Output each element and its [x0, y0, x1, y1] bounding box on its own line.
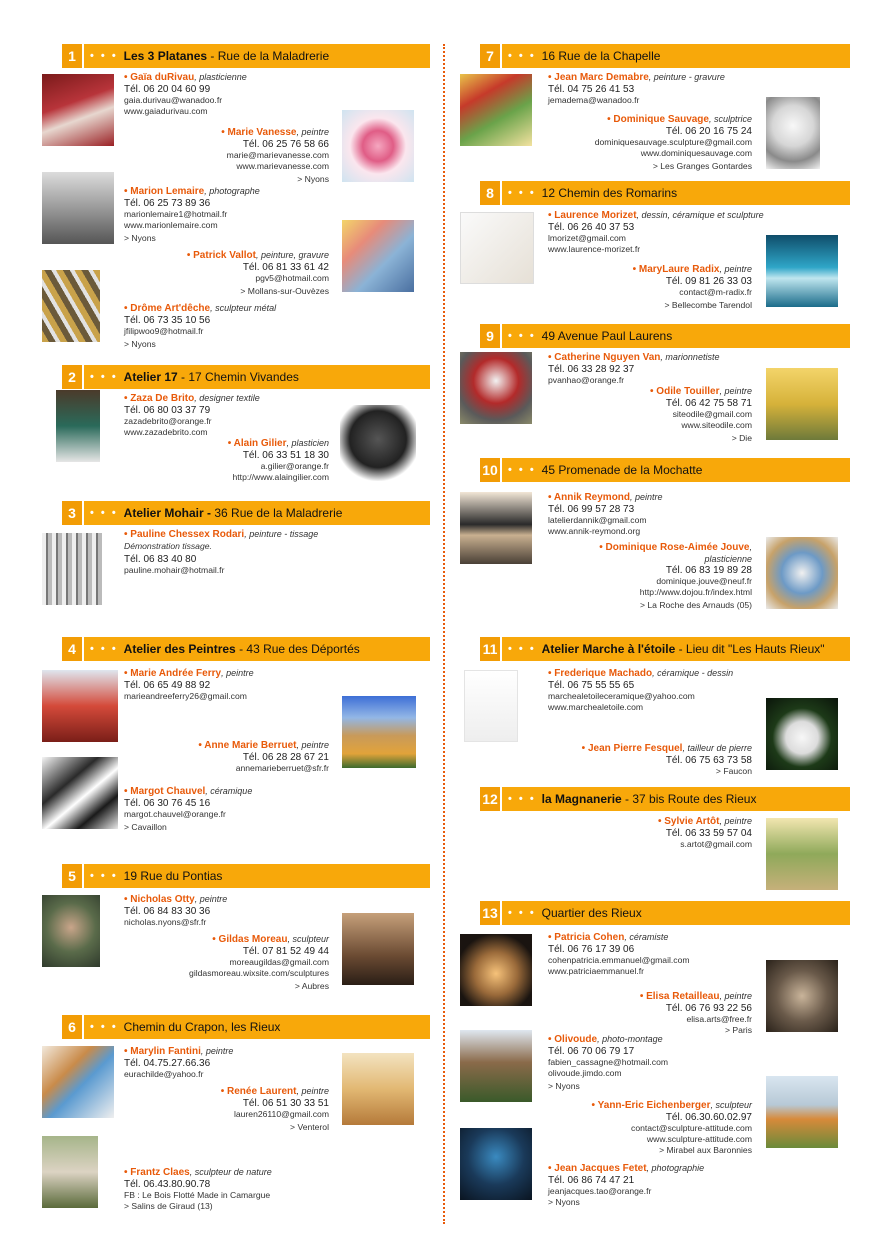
artist-name: • Marie Andrée Ferry: [124, 668, 222, 679]
artist-email[interactable]: contact@m-radix.fr: [679, 287, 752, 297]
artist-phone: Tél. 06 25 73 89 36: [124, 198, 211, 209]
artist-phone: Tél. 06 26 40 37 53: [548, 222, 635, 233]
artwork-image: [56, 390, 100, 462]
artist-name: • Margot Chauvel: [124, 786, 206, 797]
artist-entry: [640, 991, 752, 1036]
artist-name: • Jean Marc Demabre: [548, 72, 649, 83]
artist-entry: [124, 1046, 233, 1080]
artist-email[interactable]: dominiquesauvage.sculpture@gmail.com: [594, 137, 752, 147]
artist-phone: Tél. 06 86 74 47 21: [548, 1175, 635, 1186]
artist-phone: Tél. 06 30 76 45 16: [124, 798, 211, 809]
artist-phone: Tél. 06 51 30 33 51: [242, 1098, 329, 1109]
artist-name: • Marion Lemaire: [124, 186, 205, 197]
artwork-image: [766, 368, 838, 440]
section-header-3: [62, 501, 430, 525]
artist-phone: Tél. 06 42 75 58 71: [665, 398, 752, 409]
artist-phone: Tél. 06 25 76 58 66: [242, 139, 329, 150]
artist-phone: Tél. 06 20 16 75 24: [665, 126, 752, 137]
artist-name: • Sylvie Artôt: [657, 816, 720, 827]
artist-phone: Tél. 06 33 28 92 37: [548, 364, 635, 375]
section-header-6: [62, 1015, 430, 1039]
artist-role: , peintre: [719, 816, 752, 826]
artwork-image: [460, 1128, 532, 1200]
artist-email[interactable]: cohenpatricia.emmanuel@gmail.com: [548, 955, 690, 965]
artist-email[interactable]: zazadebrito@orange.fr: [124, 416, 212, 426]
artist-entry: [650, 386, 752, 444]
artist-role: , sculpteur: [710, 1100, 752, 1110]
artist-location: > Die: [731, 433, 752, 443]
section-number: 5: [62, 864, 84, 888]
artist-email[interactable]: lmorizet@gmail.com: [548, 233, 626, 243]
section-number: 9: [480, 324, 502, 348]
artist-email[interactable]: eurachilde@yahoo.fr: [124, 1069, 204, 1079]
artist-website[interactable]: www.patriciaemmanuel.fr: [548, 966, 644, 976]
artist-entry: [548, 352, 719, 386]
artist-location: > Mirabel aux Baronnies: [659, 1145, 752, 1155]
artist-location: > Faucon: [715, 766, 752, 776]
artist-website[interactable]: www.zazadebrito.com: [124, 427, 208, 437]
artist-phone: Tél. 06 20 04 60 99: [124, 84, 211, 95]
artwork-image: [766, 97, 820, 169]
artist-email[interactable]: moreaugildas@gmail.com: [229, 957, 329, 967]
artist-entry: [124, 393, 260, 438]
artist-email[interactable]: dominique.jouve@neuf.fr: [656, 576, 752, 586]
section-title: Atelier des Peintres - 43 Rue des Déportés: [123, 642, 360, 656]
artwork-image: [460, 492, 532, 564]
artist-name: • Pauline Chessex Rodari: [124, 529, 245, 540]
artist-phone: Tél. 06 80 03 37 79: [124, 405, 211, 416]
section-dots: • • •: [508, 907, 536, 919]
section-dots: • • •: [90, 50, 118, 62]
artist-email[interactable]: elisa.arts@free.fr: [686, 1014, 752, 1024]
artwork-image: [464, 670, 518, 742]
artist-entry: [548, 1034, 668, 1092]
artist-name: • Jean Jacques Fetet: [548, 1163, 647, 1174]
artist-role: , peintre: [296, 127, 329, 137]
artist-role: , céramique: [205, 786, 253, 796]
artist-role: , céramiste: [624, 932, 669, 942]
section-number: 6: [62, 1015, 84, 1039]
artist-role: , peintre: [719, 991, 752, 1001]
artist-name: • Marylin Fantini: [124, 1046, 201, 1057]
artist-location: > Les Granges Gontardes: [652, 161, 752, 171]
artwork-image: [766, 537, 838, 609]
artist-entry: [124, 186, 260, 244]
section-title: Atelier Marche à l'étoile - Lieu dit "Les Hauts Rieux": [541, 642, 825, 656]
artist-location: > Aubres: [294, 981, 329, 991]
artist-entry: [548, 1163, 704, 1208]
artist-phone: Tél. 06 81 33 61 42: [242, 262, 329, 273]
section-dots: • • •: [90, 1021, 118, 1033]
artist-name: • Drôme Art'dêche: [124, 303, 211, 314]
artwork-image: [766, 960, 838, 1032]
artist-location: > Nyons: [548, 1081, 580, 1091]
artist-phone: Tél. 06 33 59 57 04: [665, 828, 752, 839]
artist-entry: [124, 303, 276, 350]
artist-name: • Gildas Moreau: [212, 934, 288, 945]
artwork-image: [766, 235, 838, 307]
artist-email[interactable]: jfilipwoo9@hotmail.fr: [124, 326, 204, 336]
artist-email[interactable]: nicholas.nyons@sfr.fr: [124, 917, 207, 927]
artist-name: • Yann-Eric Eichenberger: [591, 1100, 711, 1111]
artist-phone: Tél. 06 28 28 67 21: [242, 752, 329, 763]
artist-name: • Laurence Morizet: [548, 210, 637, 221]
artist-name: • Renée Laurent: [220, 1086, 297, 1097]
artist-email[interactable]: pauline.mohair@hotmail.fr: [124, 565, 225, 575]
artwork-image: [42, 895, 100, 967]
column-divider: [443, 44, 445, 1224]
section-number: 11: [480, 637, 502, 661]
section-header-13: [480, 901, 850, 925]
artist-email[interactable]: gaia.durivau@wanadoo.fr: [124, 95, 223, 105]
section-header-5: [62, 864, 430, 888]
artist-phone: Tél. 06 33 51 18 30: [242, 450, 329, 461]
artist-location: > Salins de Giraud (13): [124, 1201, 213, 1211]
artist-location: > Paris: [725, 1025, 752, 1035]
artist-email[interactable]: marionlemaire1@hotmail.fr: [124, 209, 228, 219]
artist-name: • Odile Touiller: [650, 386, 720, 397]
artist-email[interactable]: marieandreeferry26@gmail.com: [124, 691, 247, 701]
section-dots: • • •: [508, 330, 536, 342]
artwork-image: [340, 405, 416, 481]
artist-phone: Tél. 06 65 49 88 92: [124, 680, 211, 691]
artwork-image: [460, 74, 532, 146]
artist-email[interactable]: s.artot@gmail.com: [680, 839, 752, 849]
section-number: 12: [480, 787, 502, 811]
artist-name: • Dominique Rose-Aimée Jouve: [599, 542, 750, 553]
artist-entry: [595, 114, 752, 172]
artist-role: , peintre: [200, 1046, 234, 1056]
artist-website[interactable]: www.laurence-morizet.fr: [548, 244, 641, 254]
artwork-image: [766, 818, 838, 890]
artist-website[interactable]: olivoude.jimdo.com: [548, 1068, 622, 1078]
artist-phone: Tél. 07 81 52 49 44: [242, 946, 329, 957]
artist-email[interactable]: annemarieberruet@sfr.fr: [235, 763, 329, 773]
artist-location: > Mollans-sur-Ouvèzes: [240, 286, 329, 296]
artwork-image: [42, 172, 114, 244]
artist-role: , peintre: [719, 386, 752, 396]
artist-phone: Tél. 06 73 35 10 56: [124, 315, 211, 326]
section-dots: • • •: [508, 50, 536, 62]
artist-website[interactable]: www.annik-reymond.org: [548, 526, 641, 536]
section-title: 49 Avenue Paul Laurens: [541, 329, 673, 343]
artist-role: , sculptrice: [708, 114, 752, 124]
artist-role: , plasticienne: [194, 72, 247, 82]
artist-entry: [548, 668, 733, 713]
artist-name: • Frantz Claes: [124, 1167, 190, 1178]
section-header-2: [62, 365, 430, 389]
section-title: la Magnanerie - 37 bis Route des Rieux: [541, 792, 757, 806]
artist-entry: [582, 743, 752, 777]
section-number: 7: [480, 44, 502, 68]
artist-email[interactable]: pgv5@hotmail.com: [255, 273, 329, 283]
section-title: Quartier des Rieux: [541, 906, 642, 920]
artwork-image: [460, 212, 534, 284]
artist-phone: Tél. 06 76 93 22 56: [665, 1003, 752, 1014]
section-dots: • • •: [90, 507, 118, 519]
artist-location: > Bellecombe Tarendol: [664, 300, 752, 310]
section-header-4: [62, 637, 430, 661]
artist-role: , plasticien: [286, 438, 329, 448]
artwork-image: [342, 913, 414, 985]
artist-entry: [548, 932, 690, 977]
artwork-image: [460, 352, 532, 424]
artist-name: • Zaza De Brito: [124, 393, 195, 404]
section-title: Atelier 17 - 17 Chemin Vivandes: [123, 370, 299, 384]
artist-name: • Catherine Nguyen Van: [548, 352, 661, 363]
artwork-image: [42, 1046, 114, 1118]
artist-entry: [187, 250, 329, 297]
artist-role: , céramique - dessin: [652, 668, 734, 678]
artist-website[interactable]: www.marchealetoile.com: [548, 702, 644, 712]
artist-email[interactable]: a.gilier@orange.fr: [260, 461, 329, 471]
artist-role: , peintre: [296, 740, 329, 750]
artist-entry: [228, 438, 329, 483]
artist-email[interactable]: fabien_cassagne@hotmail.com: [548, 1057, 669, 1067]
artist-website[interactable]: www.marionlemaire.com: [124, 220, 218, 230]
artist-location: > Venterol: [290, 1122, 329, 1132]
section-title: 45 Promenade de la Mochatte: [541, 463, 703, 477]
artist-entry: [198, 740, 329, 774]
artist-role: plasticienne: [704, 554, 752, 564]
artwork-image: [766, 698, 838, 770]
section-dots: • • •: [508, 793, 536, 805]
section-title: Atelier Mohair - 36 Rue de la Maladrerie: [123, 506, 343, 520]
section-title: 19 Rue du Pontias: [123, 869, 223, 883]
section-header-10: [480, 458, 850, 482]
artist-role: , peinture, gravure: [255, 250, 329, 260]
artwork-image: [42, 74, 114, 146]
artist-email[interactable]: jeanjacques.tao@orange.fr: [548, 1186, 652, 1196]
artist-name: • Dominique Sauvage: [607, 114, 709, 125]
artwork-image: [460, 934, 532, 1006]
artist-entry: [124, 72, 247, 117]
artwork-image: [342, 696, 416, 768]
artist-website[interactable]: www.marievanesse.com: [236, 161, 329, 171]
section-header-11: [480, 637, 850, 661]
section-number: 1: [62, 44, 84, 68]
section-title: Chemin du Crapon, les Rieux: [123, 1020, 281, 1034]
artist-phone: Tél. 09 81 26 33 03: [665, 276, 752, 287]
artist-entry: [124, 786, 252, 833]
artist-role: , photographie: [646, 1163, 705, 1173]
artist-phone: Tél. 06 99 57 28 73: [548, 504, 635, 515]
artist-phone: Tél. 06 83 40 80: [124, 554, 197, 565]
artist-entry: [221, 1086, 329, 1133]
artist-entry: [599, 542, 752, 611]
artist-name: • Olivoude: [548, 1034, 598, 1045]
section-dots: • • •: [508, 643, 536, 655]
artist-entry: [658, 816, 752, 850]
artist-location: > Nyons: [124, 233, 156, 243]
artist-entry: [548, 210, 764, 255]
section-dots: • • •: [90, 643, 118, 655]
artist-email[interactable]: siteodile@gmail.com: [672, 409, 752, 419]
artist-role: , tailleur de pierre: [682, 743, 752, 753]
section-header-1: [62, 44, 430, 68]
artist-role: , peintre: [194, 894, 228, 904]
artist-name: • Alain Gilier: [227, 438, 287, 449]
artwork-image: [342, 1053, 414, 1125]
artwork-image: [42, 270, 100, 342]
artist-entry: [124, 1167, 272, 1212]
artist-email[interactable]: margot.chauvel@orange.fr: [124, 809, 226, 819]
artwork-image: [42, 670, 118, 742]
artist-phone: Tél. 06 70 06 79 17: [548, 1046, 635, 1057]
artist-entry: [633, 264, 752, 311]
artist-phone: Tél. 06 75 63 73 58: [665, 755, 752, 766]
artist-email[interactable]: lauren26110@gmail.com: [233, 1109, 329, 1119]
artist-role: , peinture - tissage: [244, 529, 319, 539]
artist-role: , designer textile: [194, 393, 260, 403]
section-header-7: [480, 44, 850, 68]
artist-phone: Tél. 06.30.60.02.97: [665, 1112, 752, 1123]
artist-role: ,: [749, 542, 752, 552]
artist-location: > Nyons: [297, 174, 329, 184]
artist-email: FB : Le Bois Flotté Made in Camargue: [124, 1190, 271, 1200]
artist-entry: [189, 934, 329, 992]
artist-email[interactable]: jemadema@wanadoo.fr: [548, 95, 640, 105]
section-number: 10: [480, 458, 502, 482]
artist-entry: [592, 1100, 752, 1156]
section-header-8: [480, 181, 850, 205]
artist-location: > Nyons: [124, 339, 156, 349]
section-number: 3: [62, 501, 84, 525]
artwork-image: [342, 220, 414, 292]
artist-name: • Frederique Machado: [548, 668, 653, 679]
artist-phone: Tél. 06 75 55 55 65: [548, 680, 635, 691]
artist-name: • MaryLaure Radix: [632, 264, 720, 275]
artist-phone: Tél. 06 76 17 39 06: [548, 944, 635, 955]
artist-phone: Tél. 04.75.27.66.36: [124, 1058, 211, 1069]
artist-role: , sculpteur de nature: [189, 1167, 272, 1177]
artist-website[interactable]: www.dominiquesauvage.com: [640, 148, 752, 158]
section-dots: • • •: [90, 371, 118, 383]
artist-name: • Patricia Cohen: [548, 932, 625, 943]
artist-role: , marionnetiste: [660, 352, 720, 362]
artist-name: • Elisa Retailleau: [639, 991, 720, 1002]
artist-entry: [548, 492, 663, 537]
section-dots: • • •: [508, 464, 536, 476]
artist-name: • Patrick Vallot: [186, 250, 256, 261]
artist-entry: [221, 127, 329, 185]
artwork-image: [42, 757, 118, 829]
artist-note: Démonstration tissage.: [124, 541, 212, 551]
artist-name: • Gaïa duRivau: [124, 72, 195, 83]
artist-website[interactable]: www.sculpture-attitude.com: [646, 1134, 752, 1144]
artist-email[interactable]: contact@sculpture-attitude.com: [631, 1123, 752, 1133]
artist-name: • Annik Reymond: [548, 492, 631, 503]
artwork-image: [42, 1136, 98, 1208]
artist-website[interactable]: gildasmoreau.wixsite.com/sculptures: [189, 968, 329, 978]
artist-role: , sculpteur métal: [210, 303, 277, 313]
artist-phone: Tél. 06 83 19 89 28: [665, 565, 752, 576]
artwork-image: [460, 1030, 532, 1102]
section-dots: • • •: [90, 870, 118, 882]
artwork-image: [766, 1076, 838, 1148]
artist-website[interactable]: http://www.dojou.fr/index.html: [639, 587, 752, 597]
artist-phone: Tél. 06 84 83 30 36: [124, 906, 211, 917]
artist-role: , sculpteur: [287, 934, 329, 944]
artist-location: > Nyons: [548, 1197, 580, 1207]
section-number: 13: [480, 901, 502, 925]
artist-role: , photo-montage: [597, 1034, 663, 1044]
section-header-12: [480, 787, 850, 811]
artist-website[interactable]: http://www.alaingilier.com: [232, 472, 329, 482]
section-title: Les 3 Platanes - Rue de la Maladrerie: [123, 49, 330, 63]
section-title: 12 Chemin des Romarins: [541, 186, 678, 200]
artist-role: , peintre: [296, 1086, 329, 1096]
artist-name: • Nicholas Otty: [124, 894, 195, 905]
artist-phone: Tél. 04 75 26 41 53: [548, 84, 635, 95]
artist-role: , dessin, céramique et sculpture: [636, 210, 764, 220]
artist-email[interactable]: latelierdannik@gmail.com: [548, 515, 647, 525]
artist-name: • Jean Pierre Fesquel: [581, 743, 683, 754]
artist-entry: [124, 668, 254, 702]
artist-entry: [548, 72, 725, 106]
artist-entry: [124, 894, 227, 928]
artist-website[interactable]: www.siteodile.com: [681, 420, 752, 430]
section-title: 16 Rue de la Chapelle: [541, 49, 661, 63]
artist-role: , peintre: [719, 264, 752, 274]
section-dots: • • •: [508, 187, 536, 199]
artist-role: , peintre: [221, 668, 254, 678]
section-number: 2: [62, 365, 84, 389]
section-number: 4: [62, 637, 84, 661]
artist-role: , peinture - gravure: [648, 72, 725, 82]
artist-email[interactable]: marie@marievanesse.com: [226, 150, 329, 160]
artist-role: , peintre: [630, 492, 663, 502]
section-number: 8: [480, 181, 502, 205]
section-header-9: [480, 324, 850, 348]
artist-entry: [124, 529, 318, 576]
artist-location: > Cavaillon: [124, 822, 167, 832]
artist-role: , photographe: [204, 186, 260, 196]
artist-name: • Anne Marie Berruet: [198, 740, 297, 751]
artist-location: > La Roche des Arnauds (05): [639, 600, 752, 610]
artist-phone: Tél. 06.43.80.90.78: [124, 1179, 211, 1190]
artist-website[interactable]: www.gaiadurivau.com: [124, 106, 208, 116]
artist-email[interactable]: marchealetoileceramique@yahoo.com: [548, 691, 695, 701]
artwork-image: [42, 533, 102, 605]
artwork-image: [342, 110, 414, 182]
artist-email[interactable]: pvanhao@orange.fr: [548, 375, 625, 385]
artist-name: • Marie Vanesse: [221, 127, 297, 138]
